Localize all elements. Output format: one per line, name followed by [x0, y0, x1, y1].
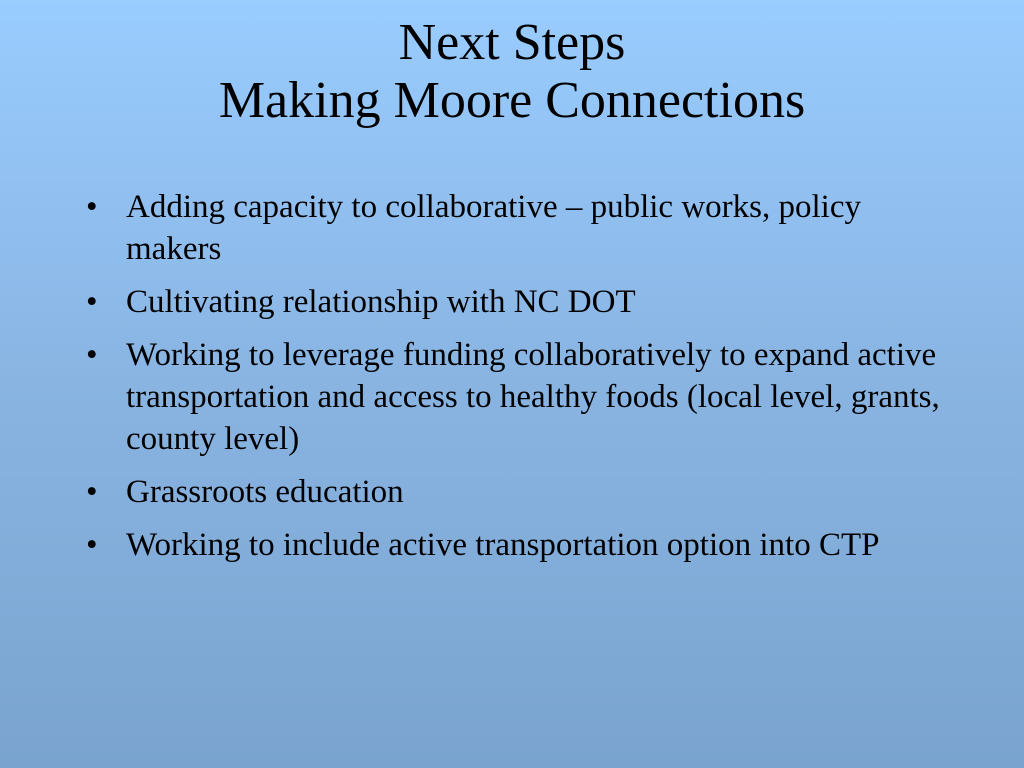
bullet-icon: • — [86, 284, 98, 320]
bullet-text-5: Working to include active transportation option into CTP — [126, 527, 880, 563]
bullet-text-2: Cultivating relationship with NC DOT — [126, 284, 636, 320]
title-line-2: Making Moore Connections — [218, 72, 806, 129]
bullet-icon: • — [86, 189, 98, 225]
bullet-icon: • — [86, 337, 98, 373]
bullet-text-4: Grassroots education — [126, 474, 404, 510]
bullet-item-1 — [86, 186, 946, 270]
bullet-item-4 — [86, 471, 946, 513]
bullet-icon: • — [86, 474, 98, 510]
title-line-1: Next Steps — [398, 14, 626, 71]
bullet-item-5 — [86, 524, 946, 566]
bullet-icon: • — [86, 527, 98, 563]
bullet-text-3: Working to leverage funding collaboratively to expand active transportation and access to healthy foods (local level, grants, county level) — [126, 337, 940, 457]
bullet-item-2 — [86, 281, 946, 323]
bullet-item-3 — [86, 334, 946, 460]
slide-title — [0, 14, 1024, 130]
bullet-text-1: Adding capacity to collaborative – public works, policy makers — [126, 189, 861, 267]
bullet-list — [86, 186, 946, 577]
